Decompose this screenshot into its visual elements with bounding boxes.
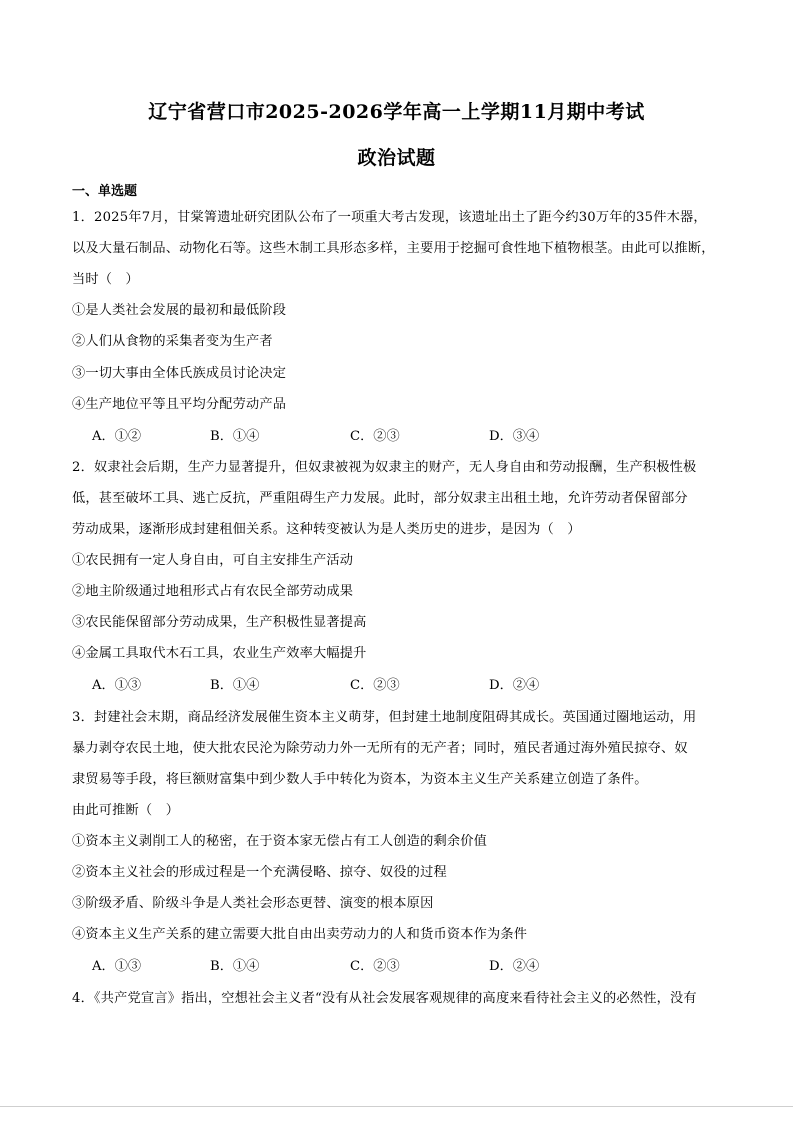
option-a[interactable]: A．①② — [92, 429, 142, 444]
question-3-item: ③阶级矛盾、阶级斗争是人类社会形态更替、演变的根本原因 — [72, 896, 434, 911]
question-3-stem-line: 隶贸易等手段，将巨额财富集中到少数人手中转化为资本，为资本主义生产关系建立创造了条件。 — [72, 772, 648, 787]
question-3-stem-line: 3．封建社会末期，商品经济发展催生资本主义萌芽，但封建土地制度阻碍其成长。英国通过圈地运动，用 — [72, 710, 697, 725]
option-c[interactable]: C．②③ — [350, 429, 400, 444]
question-3-item: ②资本主义社会的形成过程是一个充满侵略、掠夺、奴役的过程 — [72, 865, 447, 880]
page-title: 辽宁省营口市2025-2026学年高一上学期11月期中考试 — [148, 101, 645, 123]
option-c[interactable]: C．②③ — [350, 678, 400, 693]
question-1-item: ①是人类社会发展的最初和最低阶段 — [72, 303, 287, 318]
question-3-stem-line: 暴力剥夺农民土地，使大批农民沦为除劳动力外一无所有的无产者；同时，殖民者通过海外殖民掠夺、奴 — [72, 741, 688, 756]
question-2-item: ①农民拥有一定人身自由，可自主安排生产活动 — [72, 553, 354, 568]
page-subtitle: 政治试题 — [357, 147, 436, 169]
option-d[interactable]: D．②④ — [489, 959, 540, 974]
question-3-item: ④资本主义生产关系的建立需要大批自由出卖劳动力的人和货币资本作为条件 — [72, 927, 528, 942]
question-2-item: ③农民能保留部分劳动成果，生产积极性显著提高 — [72, 615, 367, 630]
option-b[interactable]: B．①④ — [210, 678, 260, 693]
option-d[interactable]: D．②④ — [489, 678, 540, 693]
question-3-stem-line: 由此可推断（ ） — [72, 803, 180, 818]
question-2-item: ②地主阶级通过地租形式占有农民全部劳动成果 — [72, 584, 354, 599]
question-3-item: ①资本主义剥削工人的秘密，在于资本家无偿占有工人创造的剩余价值 — [72, 834, 488, 849]
option-a[interactable]: A．①③ — [92, 959, 142, 974]
question-3-options — [92, 955, 652, 973]
option-b[interactable]: B．①④ — [210, 429, 260, 444]
question-2-stem-line: 低，甚至破坏工具、逃亡反抗，严重阻碍生产力发展。此时，部分奴隶主出租土地，允许劳动者保留部分 — [72, 491, 688, 506]
question-1-stem-line: 当时（ ） — [72, 272, 139, 287]
question-1-stem-line: 以及大量石制品、动物化石等。这些木制工具形态多样，主要用于挖掘可食性地下植物根茎。由此可以推断， — [72, 241, 715, 256]
question-2-item: ④金属工具取代木石工具，农业生产效率大幅提升 — [72, 646, 367, 661]
option-a[interactable]: A．①③ — [92, 678, 142, 693]
option-b[interactable]: B．①④ — [210, 959, 260, 974]
option-d[interactable]: D．③④ — [489, 429, 540, 444]
question-1-item: ②人们从食物的采集者变为生产者 — [72, 334, 273, 349]
question-1-stem-line: 1．2025年7月，甘棠箐遗址研究团队公布了一项重大考古发现，该遗址出土了距今约30万年的35件木器， — [72, 210, 707, 225]
section-heading: 一、单选题 — [72, 184, 138, 199]
question-1-item: ④生产地位平等且平均分配劳动产品 — [72, 397, 287, 412]
question-1-options — [92, 425, 652, 443]
question-4-stem-line: 4．《共产党宣言》指出，空想社会主义者“没有从社会发展客观规律的高度来看待社会主义的必然性，没有 — [72, 991, 697, 1006]
question-2-stem-line: 劳动成果，逐渐形成封建租佃关系。这种转变被认为是人类历史的进步，是因为（ ） — [72, 522, 581, 537]
page-bottom-divider — [0, 1106, 793, 1107]
option-c[interactable]: C．②③ — [350, 959, 400, 974]
question-2-options — [92, 674, 652, 692]
question-2-stem-line: 2．奴隶社会后期，生产力显著提升，但奴隶被视为奴隶主的财产，无人身自由和劳动报酬，生产积极性极 — [72, 460, 697, 475]
question-1-item: ③一切大事由全体氏族成员讨论决定 — [72, 366, 287, 381]
